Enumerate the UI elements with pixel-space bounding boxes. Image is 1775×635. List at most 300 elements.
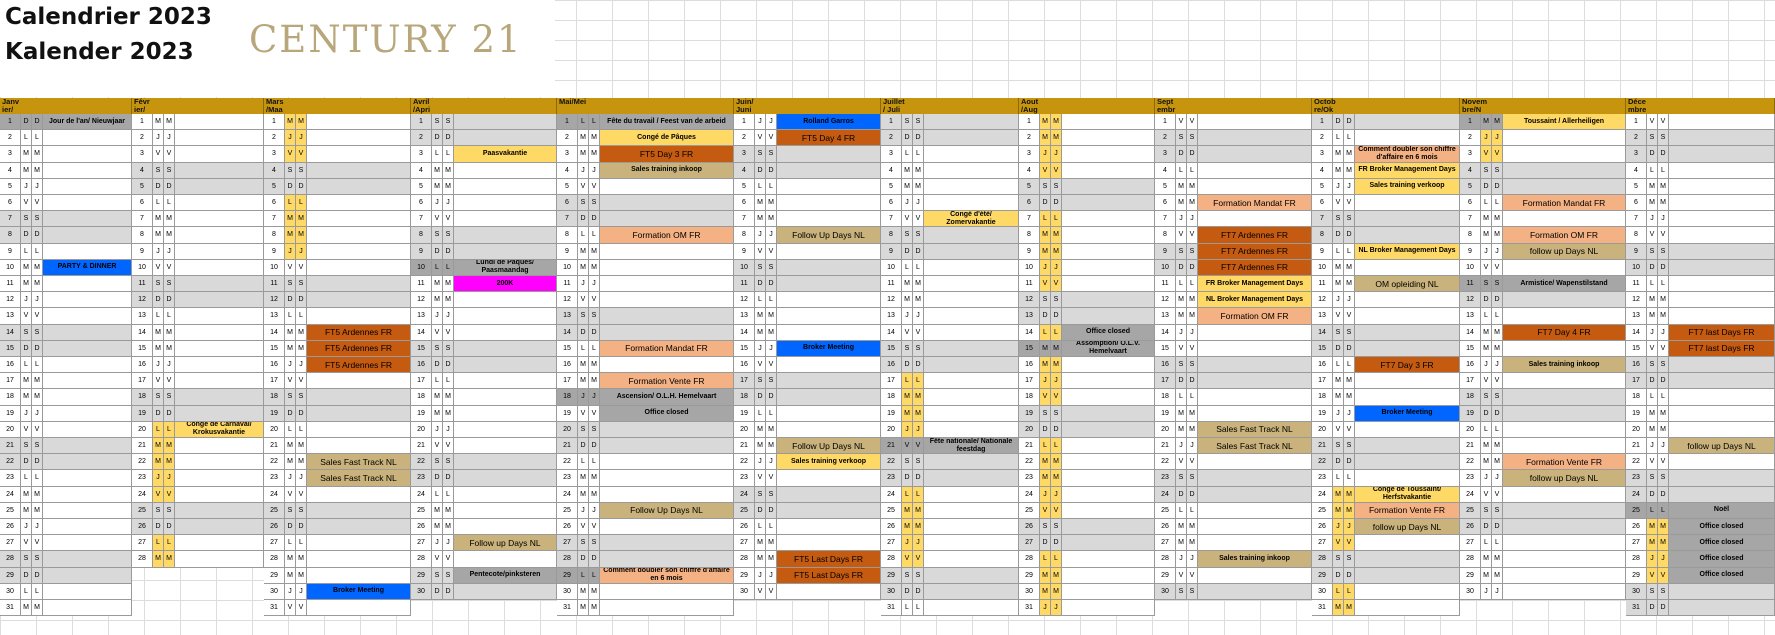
weekday-letter: J [1051,146,1062,162]
empty-cell [924,568,1019,584]
day-number: 16 [0,357,21,373]
day-number: 10 [557,260,578,276]
event-cell: OM opleiding NL [1355,276,1460,292]
empty-cell [600,535,734,551]
month-header-12: Déce mbre [1626,98,1775,115]
day-number: 3 [1626,146,1647,162]
day-number: 13 [734,308,755,324]
weekday-letter: D [1333,227,1344,243]
weekday-letter: M [913,503,924,519]
empty-cell [1062,308,1155,324]
weekday-letter: L [164,195,175,211]
event-cell: Congé d'été/ Zomervakantie [924,211,1019,227]
weekday-letter: M [1344,146,1355,162]
weekday-letter: D [32,454,43,470]
weekday-letter: S [1187,244,1198,260]
day-number: 5 [264,179,285,195]
weekday-letter: M [285,551,296,567]
weekday-letter: M [1051,470,1062,486]
empty-cell [175,163,264,179]
weekday-letter: J [589,276,600,292]
weekday-letter: V [589,179,600,195]
day-number: 15 [0,341,21,357]
empty-cell [175,114,264,130]
weekday-letter: M [1481,341,1492,357]
weekday-letter: M [1333,389,1344,405]
empty-cell [175,438,264,454]
event-cell: Broker Meeting [777,341,881,357]
weekday-letter: L [1344,357,1355,373]
day-number: 18 [411,389,432,405]
empty-cell [175,470,264,486]
day-number: 29 [1626,568,1647,584]
weekday-letter: L [1658,389,1669,405]
empty-cell [43,276,132,292]
weekday-letter: V [32,195,43,211]
empty-cell [777,519,881,535]
empty-cell [600,357,734,373]
day-number: 5 [1312,179,1333,195]
weekday-letter: S [1647,584,1658,600]
day-number: 4 [132,163,153,179]
empty-cell [1198,389,1312,405]
day-number: 14 [1312,325,1333,341]
day-number: 26 [734,519,755,535]
day-number: 21 [1155,438,1176,454]
weekday-letter: L [32,244,43,260]
day-number: 23 [557,470,578,486]
weekday-letter: M [902,503,913,519]
weekday-letter: L [285,308,296,324]
weekday-letter: M [1040,470,1051,486]
event-cell: Sales Fast Track NL [307,470,411,486]
weekday-letter: S [1333,325,1344,341]
empty-cell [307,568,411,584]
day-number: 23 [1460,470,1481,486]
weekday-letter: M [1187,519,1198,535]
weekday-letter: D [913,470,924,486]
weekday-letter: S [589,195,600,211]
day-number: 30 [0,584,21,600]
weekday-letter: L [1647,389,1658,405]
weekday-letter: L [1040,325,1051,341]
day-number: 25 [1312,503,1333,519]
empty-cell [924,195,1019,211]
weekday-letter: L [1344,584,1355,600]
empty-cell [175,244,264,260]
day-number: 16 [557,357,578,373]
empty-cell [175,276,264,292]
day-number: 19 [1312,406,1333,422]
weekday-letter: S [432,568,443,584]
day-number: 31 [264,600,285,616]
weekday-letter: J [1051,600,1062,616]
day-number: 19 [1626,406,1647,422]
weekday-letter: V [1040,163,1051,179]
weekday-letter: V [432,325,443,341]
weekday-letter: M [589,600,600,616]
day-number: 21 [132,438,153,454]
weekday-letter: J [153,470,164,486]
day-number: 25 [734,503,755,519]
weekday-letter: M [1051,130,1062,146]
event-cell: Broker Meeting [307,584,411,600]
empty-cell [1355,292,1460,308]
day-number: 18 [734,389,755,405]
day-number: 29 [734,568,755,584]
empty-cell [175,389,264,405]
day-number: 17 [1460,373,1481,389]
weekday-letter: V [578,292,589,308]
empty-cell [175,308,264,324]
weekday-letter: M [902,389,913,405]
weekday-letter: M [755,438,766,454]
weekday-letter: D [1176,146,1187,162]
empty-cell [600,519,734,535]
day-number: 25 [132,503,153,519]
day-number: 28 [1155,551,1176,567]
day-number: 13 [1626,308,1647,324]
empty-cell [1198,487,1312,503]
empty-cell [1503,260,1626,276]
weekday-letter: J [432,195,443,211]
weekday-letter: S [153,389,164,405]
day-number: 14 [1626,325,1647,341]
weekday-letter: S [1333,211,1344,227]
event-cell: FT5 Last Days FR [777,551,881,567]
weekday-letter: S [432,454,443,470]
weekday-letter: M [443,519,454,535]
weekday-letter: M [32,163,43,179]
day-number: 11 [1019,276,1040,292]
month-header-7: Juillet / Juli [881,98,1019,115]
empty-cell [1355,260,1460,276]
empty-cell [1355,308,1460,324]
weekday-letter: V [1344,308,1355,324]
weekday-letter: L [32,470,43,486]
day-number: 7 [1155,211,1176,227]
weekday-letter: M [32,276,43,292]
weekday-letter: M [1481,551,1492,567]
empty-cell [307,308,411,324]
weekday-letter: S [1040,179,1051,195]
weekday-letter: J [164,244,175,260]
day-number: 5 [411,179,432,195]
empty-cell [924,535,1019,551]
day-number: 14 [1155,325,1176,341]
day-number: 26 [132,519,153,535]
empty-cell [924,341,1019,357]
weekday-letter: D [1333,114,1344,130]
event-cell: FT5 Ardennes FR [307,341,411,357]
empty-cell [307,389,411,405]
weekday-letter: V [21,195,32,211]
empty-cell [1062,211,1155,227]
empty-cell [307,146,411,162]
day-number: 20 [1155,422,1176,438]
empty-cell [924,163,1019,179]
weekday-letter: J [1344,519,1355,535]
weekday-letter: M [1344,389,1355,405]
weekday-letter: J [755,341,766,357]
empty-cell [175,503,264,519]
weekday-letter: M [1333,276,1344,292]
day-number: 28 [557,551,578,567]
day-number: 21 [411,438,432,454]
day-number: 21 [1460,438,1481,454]
weekday-letter: M [1481,211,1492,227]
weekday-letter: L [913,260,924,276]
weekday-letter: S [913,568,924,584]
event-cell: Follow Up Days NL [777,227,881,243]
weekday-letter: S [1040,406,1051,422]
weekday-letter: L [1344,470,1355,486]
weekday-letter: L [153,308,164,324]
day-number: 20 [411,422,432,438]
weekday-letter: M [1051,568,1062,584]
weekday-letter: V [153,487,164,503]
weekday-letter: V [1658,341,1669,357]
weekday-letter: V [164,373,175,389]
weekday-letter: M [443,163,454,179]
weekday-letter: V [1344,195,1355,211]
weekday-letter: J [296,130,307,146]
weekday-letter: M [21,276,32,292]
weekday-letter: D [1344,341,1355,357]
weekday-letter: V [432,438,443,454]
day-number: 27 [0,535,21,551]
event-cell: Armistice/ Wapenstilstand [1503,276,1626,292]
weekday-letter: J [164,357,175,373]
event-cell: Formation Vente FR [1355,503,1460,519]
event-cell: FT7 Day 3 FR [1355,357,1460,373]
event-cell: Sales training inkoop [1503,357,1626,373]
weekday-letter: D [21,454,32,470]
weekday-letter: M [1344,260,1355,276]
weekday-letter: L [21,357,32,373]
empty-cell [1669,600,1775,616]
day-number: 14 [881,325,902,341]
empty-cell [777,163,881,179]
weekday-letter: M [578,357,589,373]
empty-cell [1062,584,1155,600]
weekday-letter: M [578,260,589,276]
day-number: 7 [411,211,432,227]
weekday-letter: L [1176,503,1187,519]
day-number: 20 [264,422,285,438]
day-number: 3 [1155,146,1176,162]
weekday-letter: S [1658,357,1669,373]
weekday-letter: L [1333,584,1344,600]
weekday-letter: D [32,114,43,130]
empty-cell [600,179,734,195]
day-number: 28 [411,551,432,567]
day-number: 21 [264,438,285,454]
weekday-letter: J [1481,584,1492,600]
weekday-letter: V [755,470,766,486]
day-number: 19 [264,406,285,422]
empty-cell [924,373,1019,389]
weekday-letter: J [589,503,600,519]
empty-cell [175,406,264,422]
day-number: 23 [881,470,902,486]
weekday-letter: M [1647,535,1658,551]
empty-cell [175,487,264,503]
day-number: 18 [1155,389,1176,405]
day-number: 24 [264,487,285,503]
day-number: 16 [132,357,153,373]
weekday-letter: M [766,535,777,551]
weekday-letter: V [1658,568,1669,584]
empty-cell [1062,551,1155,567]
day-number: 8 [734,227,755,243]
weekday-letter: L [32,130,43,146]
empty-cell [307,195,411,211]
weekday-letter: S [1344,551,1355,567]
weekday-letter: D [432,244,443,260]
weekday-letter: V [755,130,766,146]
weekday-letter: V [1176,568,1187,584]
empty-cell [924,600,1019,616]
event-cell: FT7 Ardennes FR [1198,244,1312,260]
empty-cell [43,163,132,179]
month-header-9: Sept embr [1155,98,1312,115]
weekday-letter: M [296,211,307,227]
empty-cell [1355,211,1460,227]
weekday-letter: M [1051,244,1062,260]
weekday-letter: D [755,503,766,519]
weekday-letter: J [1176,325,1187,341]
weekday-letter: J [1492,130,1503,146]
event-cell: Sales Fast Track NL [307,454,411,470]
weekday-letter: D [902,470,913,486]
day-number: 5 [1626,179,1647,195]
weekday-letter: M [1481,568,1492,584]
empty-cell [1198,179,1312,195]
day-number: 23 [132,470,153,486]
weekday-letter: V [296,600,307,616]
day-number: 2 [411,130,432,146]
weekday-letter: J [32,519,43,535]
day-number: 30 [411,584,432,600]
event-cell: Office closed [1669,551,1775,567]
empty-cell [1198,519,1312,535]
empty-cell [307,600,411,616]
empty-cell [600,487,734,503]
empty-cell [454,373,557,389]
weekday-letter: L [153,535,164,551]
weekday-letter: S [153,503,164,519]
weekday-letter: M [1051,357,1062,373]
day-number: 13 [411,308,432,324]
day-number: 10 [1155,260,1176,276]
empty-cell [1062,406,1155,422]
weekday-letter: M [32,260,43,276]
day-number: 9 [132,244,153,260]
day-number: 3 [0,146,21,162]
weekday-letter: D [285,179,296,195]
weekday-letter: D [578,211,589,227]
day-number: 13 [1155,308,1176,324]
weekday-letter: M [21,389,32,405]
weekday-letter: M [1647,179,1658,195]
weekday-letter: M [1647,406,1658,422]
weekday-letter: M [1040,244,1051,260]
day-number: 1 [881,114,902,130]
event-cell: follow up Days NL [1503,470,1626,486]
empty-cell [454,438,557,454]
weekday-letter: S [1051,519,1062,535]
empty-cell [175,325,264,341]
weekday-letter: M [296,454,307,470]
weekday-letter: S [1051,406,1062,422]
day-number: 12 [411,292,432,308]
weekday-letter: M [589,130,600,146]
empty-cell [777,244,881,260]
weekday-letter: D [21,568,32,584]
day-number: 2 [1155,130,1176,146]
weekday-letter: L [589,454,600,470]
empty-cell [454,130,557,146]
weekday-letter: D [1176,373,1187,389]
weekday-letter: D [913,584,924,600]
day-number: 29 [1312,568,1333,584]
weekday-letter: V [1492,487,1503,503]
day-number: 20 [1312,422,1333,438]
weekday-letter: J [443,422,454,438]
weekday-letter: S [1176,357,1187,373]
weekday-letter: V [296,146,307,162]
day-number: 20 [132,422,153,438]
weekday-letter: M [1344,487,1355,503]
empty-cell [175,292,264,308]
empty-cell [1669,487,1775,503]
weekday-letter: S [755,487,766,503]
empty-cell [175,341,264,357]
day-number: 6 [734,195,755,211]
weekday-letter: M [443,292,454,308]
weekday-letter: J [432,535,443,551]
weekday-letter: V [1344,422,1355,438]
day-number: 24 [1460,487,1481,503]
weekday-letter: M [1333,600,1344,616]
day-number: 4 [881,163,902,179]
empty-cell [454,163,557,179]
empty-cell [924,584,1019,600]
weekday-letter: M [589,244,600,260]
weekday-letter: S [578,308,589,324]
event-cell: Congé de Carnaval/ Krokusvakantie [175,422,264,438]
day-number: 28 [1626,551,1647,567]
day-number: 11 [264,276,285,292]
month-header-6: Juin/ Juni [734,98,881,115]
weekday-letter: J [578,503,589,519]
empty-cell [454,308,557,324]
day-number: 31 [0,600,21,616]
weekday-letter: S [1187,470,1198,486]
day-number: 27 [1019,535,1040,551]
weekday-letter: J [1040,487,1051,503]
weekday-letter: J [913,308,924,324]
empty-cell [454,406,557,422]
weekday-letter: S [578,195,589,211]
event-cell: FT7 Ardennes FR [1198,227,1312,243]
day-number: 17 [1019,373,1040,389]
weekday-letter: D [902,357,913,373]
weekday-letter: J [443,535,454,551]
month-header-3: Mars /Maa [264,98,411,115]
weekday-letter: D [153,406,164,422]
